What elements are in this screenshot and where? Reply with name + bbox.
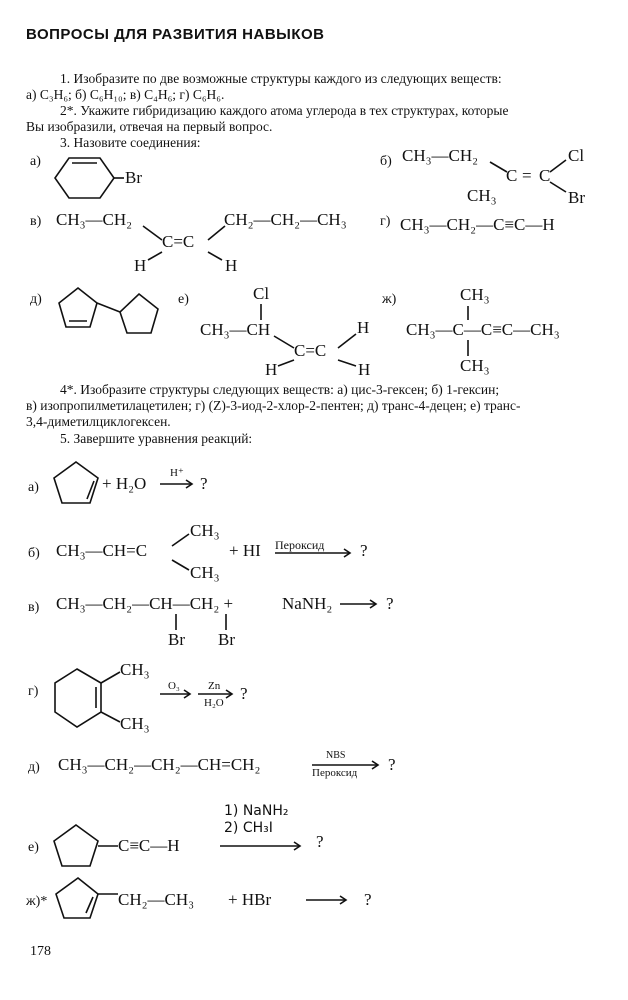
q3zh-label: ж) [382,292,397,307]
q3b-c1: C [506,166,518,185]
q5d-label: д) [28,760,40,775]
q3e-left: CH₃—CH [200,320,271,339]
q3e-h1: H [357,318,370,337]
q5g-label: г) [28,684,39,699]
q5b-q: ? [360,541,368,560]
q5d-condtop: NBS [326,750,346,761]
q3a-br: Br [125,168,142,187]
q3v-left: CH₃—CH₂ [56,210,133,229]
q5zh-reagent: + HBr [228,890,272,909]
q5e-label: е) [28,840,39,855]
q3d-label: д) [30,292,42,307]
q5d-text: CH₃—CH₂—CH₂—CH=CH₂ [58,755,261,774]
q5b-label: б) [28,546,40,561]
q3v-h1: H [134,256,147,275]
q5g-cond2top: Zn [208,680,221,692]
q2-line1: 2*. Укажите гибридизацию каждого атома углерода в тех структурах, которые [60,103,509,118]
q5a-q: ? [200,474,208,493]
page-number: 178 [30,944,51,959]
q3v-h2: H [225,256,238,275]
q5a-cond: H⁺ [170,467,184,479]
q2-line2: Вы изобразили, отвечая на первый вопрос. [26,119,273,134]
q5g-ch3b: CH₃ [120,714,150,733]
q3v-label: в) [30,214,42,229]
q5e-cond2: 2) CH₃I [224,820,273,836]
q5g-ch3a: CH₃ [120,660,150,679]
q3zh-bottom: CH₃ [460,356,490,375]
q5g-cond1: O₃ [168,680,180,692]
q3e-label: е) [178,292,189,307]
q3b-eq: = [522,166,532,185]
q3g-text: CH₃—CH₂—C≡C—H [400,215,555,234]
q5v-q: ? [386,594,394,613]
q5b-cond: Пероксид [275,538,325,552]
q5a-label: а) [28,480,39,495]
q3g-label: г) [380,214,391,229]
q5e-q: ? [316,832,324,851]
q3e-cl: Cl [253,284,270,303]
q3b-label: б) [380,154,392,169]
q5b-ch3top: CH₃ [190,521,220,540]
q5g-cond2bot: H₂O [204,697,224,709]
q5b-reagent: + HI [229,541,261,560]
q4-line3: 3,4-диметилциклогексен. [26,414,171,429]
q3b-left: CH₃—CH₂ [402,146,479,165]
q1-line1: 1. Изобразите по две возможные структуры каждого из следующих веществ: [60,71,502,86]
q3a-label: а) [30,154,41,169]
q3e-h2: H [265,360,278,379]
q5-title: 5. Завершите уравнения реакций: [60,431,253,446]
q3zh-mid: CH₃—C—C≡C—CH₃ [406,320,560,339]
q5d-condbot: Пероксид [312,767,358,779]
q1-line2: а) C₃H₆; б) C₆H₁₀; в) C₄H₆; г) C₆H₆. [26,87,225,102]
q3e-h3: H [358,360,371,379]
q5v-reagent: NaNH₂ [282,594,333,613]
q5e-cond1: 1) NaNH₂ [224,803,289,819]
q5v-text: CH₃—CH₂—CH—CH₂ + [56,594,234,613]
q3-title: 3. Назовите соединения: [60,135,201,150]
q3v-middle: C=C [162,232,195,251]
q3e-cc: C=C [294,341,327,360]
q3b-ch3: CH₃ [467,186,497,205]
q5e-text: C≡C—H [118,836,180,855]
page-title: ВОПРОСЫ ДЛЯ РАЗВИТИЯ НАВЫКОВ [26,26,325,43]
q5zh-q: ? [364,890,372,909]
q4-line2: в) изопропилметилацетилен; г) (Z)-3-иод-2-хлор-2-пентен; д) транс-4-децен; е) транс- [26,398,521,413]
q5zh-label: ж)* [26,894,48,909]
q3b-br: Br [568,188,585,207]
q5zh-text: CH₂—CH₃ [118,890,195,909]
q5b-ch3bot: CH₃ [190,563,220,582]
q3v-right: CH₂—CH₂—CH₃ [224,210,347,229]
q5v-br2: Br [218,630,235,649]
q5d-q: ? [388,755,396,774]
q5v-br1: Br [168,630,185,649]
q3b-c2: C [539,166,551,185]
q4-line1: 4*. Изобразите структуры следующих веществ: а) цис-3-гексен; б) 1-гексин; [60,382,500,397]
q3zh-top: CH₃ [460,285,490,304]
q5v-label: в) [28,600,40,615]
q5b-left: CH₃—CH=C [56,541,148,560]
q3b-cl: Cl [568,146,585,165]
q5a-text: + H₂O [102,474,147,493]
q5g-q: ? [240,684,248,703]
